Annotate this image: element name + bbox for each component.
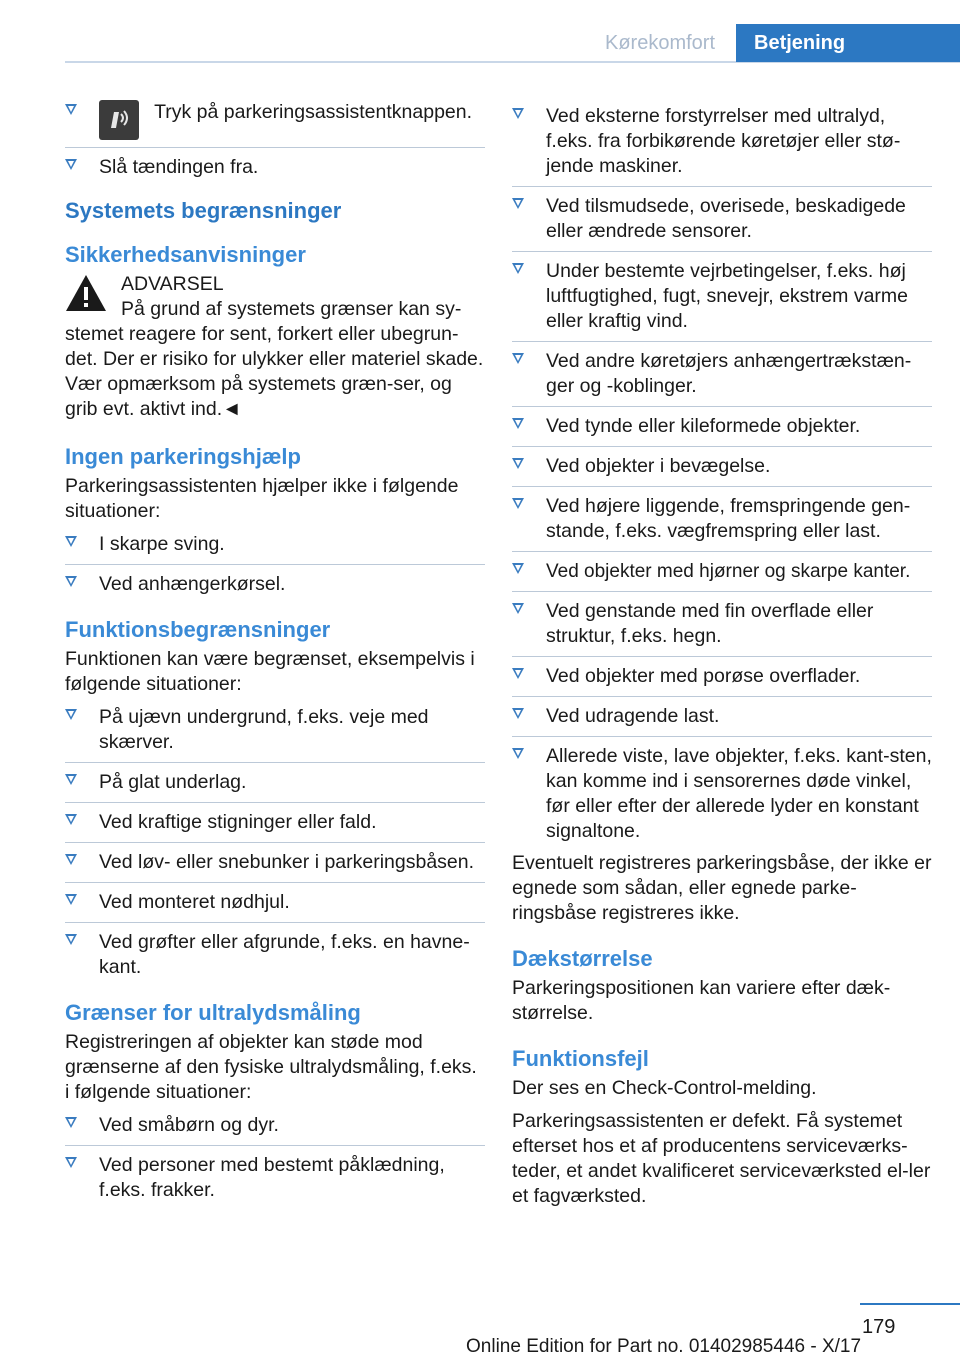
list-item-text: Ved monteret nødhjul. xyxy=(99,891,290,913)
subsection-heading: Grænser for ultralydsmåling xyxy=(65,1000,361,1025)
list-item-text: Ved anhængerkørsel. xyxy=(99,573,286,595)
bullet-triangle-icon xyxy=(512,198,524,209)
paragraph: Parkeringspositionen kan variere efter dæk-størrelse. xyxy=(512,977,891,1024)
bullet-triangle-icon xyxy=(65,894,77,905)
list-item xyxy=(65,890,485,915)
subsection-heading: Sikkerhedsanvisninger xyxy=(65,242,306,267)
bullet-triangle-icon xyxy=(65,814,77,825)
divider xyxy=(65,762,485,763)
header-chapter-tab[interactable]: Betjening xyxy=(736,24,960,62)
right-column xyxy=(512,104,932,1217)
list-item-text: Tryk på parkeringsassistentknappen. xyxy=(154,101,473,123)
bullet-triangle-icon xyxy=(65,536,77,547)
bullet-triangle-icon xyxy=(512,458,524,469)
bullet-triangle-icon xyxy=(512,708,524,719)
subsection-heading: Dækstørrelse xyxy=(512,946,653,971)
list-item-text: Ved tilsmudsede, overisede, beskadigede eller ændrede sensorer. xyxy=(546,195,906,242)
page-number: 179 xyxy=(862,1316,896,1338)
list-item-text: Ved højere liggende, fremspringende gen-stande, f.eks. vægfremspring eller last. xyxy=(546,495,911,542)
bullet-triangle-icon xyxy=(512,668,524,679)
divider xyxy=(512,551,932,552)
divider xyxy=(512,251,932,252)
list-item-text: Ved eksterne forstyrrelser med ultralyd, f.eks. fra forbikørende køretøjer eller stø-jende maskiner. xyxy=(546,105,901,177)
list-item-text: På ujævn undergrund, f.eks. veje med skærver. xyxy=(99,706,429,753)
divider xyxy=(512,736,932,737)
subsection-heading: Funktionsfejl xyxy=(512,1046,649,1071)
divider xyxy=(65,882,485,883)
list-item-text: Under bestemte vejrbetingelser, f.eks. høj luftfugtighed, fugt, snevejr, ekstrem varme eller kraftig vind. xyxy=(546,260,909,332)
divider xyxy=(512,406,932,407)
list-item xyxy=(512,664,932,689)
bullet-triangle-icon xyxy=(512,498,524,509)
list-item-text: Ved kraftige stigninger eller fald. xyxy=(99,811,377,833)
bullet-triangle-icon xyxy=(512,748,524,759)
bullet-triangle-icon xyxy=(65,934,77,945)
list-item xyxy=(512,194,932,244)
bullet-triangle-icon xyxy=(65,104,77,115)
bullet-triangle-icon xyxy=(512,563,524,574)
warning-title: ADVARSEL xyxy=(121,273,224,295)
list-item xyxy=(512,559,932,584)
footer-rule xyxy=(860,1303,960,1305)
divider xyxy=(512,186,932,187)
bullet-triangle-icon xyxy=(65,159,77,170)
bullet-triangle-icon xyxy=(512,108,524,119)
parking-assistant-button-icon xyxy=(99,100,139,140)
list-item xyxy=(512,454,932,479)
paragraph: Eventuelt registreres parkeringsbåse, der ikke er egnede som sådan, eller egnede parke-ringsbåse registreres ikke. xyxy=(512,852,932,924)
divider xyxy=(65,802,485,803)
bullet-triangle-icon xyxy=(512,263,524,274)
list-item xyxy=(65,930,485,980)
list-item-text: Ved løv- eller snebunker i parkeringsbåsen. xyxy=(99,851,475,873)
list-item xyxy=(512,494,932,544)
list-item-text: Ved objekter i bevægelse. xyxy=(546,455,771,477)
list-item xyxy=(65,1153,485,1203)
paragraph: Registreringen af objekter kan støde mod grænserne af den fysiske ultralydsmåling, f.eks. i følgende situationer: xyxy=(65,1031,477,1103)
list-item xyxy=(65,572,485,597)
section-heading: Systemets begrænsninger xyxy=(65,198,342,223)
divider xyxy=(512,486,932,487)
edition-footer: Online Edition for Part no. 01402985446 - X/17 xyxy=(466,1336,862,1357)
list-item xyxy=(65,100,485,140)
warning-text: På grund af systemets grænser kan sy-stemet reagere for sent, forkert eller ubegrun-det. Der er risiko for ulykker eller materiel skade. Vær opmærksom på systemets græn-ser, og grib evt. aktivt ind.◄ xyxy=(65,298,484,420)
list-item xyxy=(65,770,485,795)
list-item-text: Ved tynde eller kileformede objekter. xyxy=(546,415,861,437)
subsection-heading: Ingen parkeringshjælp xyxy=(65,444,301,469)
bullet-triangle-icon xyxy=(65,709,77,720)
list-item xyxy=(65,850,485,875)
list-item xyxy=(512,704,932,729)
list-item-text: På glat underlag. xyxy=(99,771,247,793)
list-item xyxy=(65,532,485,557)
list-item-text: Allerede viste, lave objekter, f.eks. kant-sten, kan komme ind i sensorernes døde vinkel, før eller efter der allerede lyder en konstant signaltone. xyxy=(546,745,932,842)
bullet-triangle-icon xyxy=(65,1157,77,1168)
warning-block xyxy=(65,272,485,422)
warning-triangle-icon xyxy=(65,274,107,312)
list-item xyxy=(65,810,485,835)
divider xyxy=(512,696,932,697)
bullet-triangle-icon xyxy=(65,576,77,587)
bullet-triangle-icon xyxy=(512,418,524,429)
list-item-text: Ved objekter med porøse overflader. xyxy=(546,665,861,687)
left-column xyxy=(65,100,485,1210)
divider xyxy=(65,147,485,148)
bullet-triangle-icon xyxy=(65,1117,77,1128)
list-item xyxy=(65,1113,485,1138)
divider xyxy=(512,591,932,592)
list-item xyxy=(512,349,932,399)
list-item-text: I skarpe sving. xyxy=(99,533,225,555)
divider xyxy=(65,564,485,565)
list-item xyxy=(512,599,932,649)
paragraph: Parkeringsassistenten er defekt. Få systemet efterset hos et af producentens serviceværks-teder, et andet kvalificeret serviceværksted el-ler et fagværksted. xyxy=(512,1110,931,1207)
bullet-triangle-icon xyxy=(65,854,77,865)
divider xyxy=(65,1145,485,1146)
list-item xyxy=(512,259,932,334)
list-item-text: Ved grøfter eller afgrunde, f.eks. en havne-kant. xyxy=(99,931,470,978)
list-item xyxy=(512,104,932,179)
subsection-heading: Funktionsbegrænsninger xyxy=(65,617,331,642)
list-item xyxy=(512,414,932,439)
header-section-tab[interactable]: Kørekomfort xyxy=(604,32,716,54)
divider xyxy=(512,656,932,657)
paragraph: Der ses en Check-Control-melding. xyxy=(512,1077,817,1099)
bullet-triangle-icon xyxy=(512,353,524,364)
list-item-text: Ved andre køretøjers anhængertrækstæn-ger og -koblinger. xyxy=(546,350,912,397)
list-item xyxy=(65,155,485,180)
divider xyxy=(512,341,932,342)
paragraph: Parkeringsassistenten hjælper ikke i følgende situationer: xyxy=(65,475,459,522)
divider xyxy=(65,842,485,843)
list-item xyxy=(512,744,932,844)
divider xyxy=(65,922,485,923)
list-item-text: Ved personer med bestemt påklædning, f.eks. frakker. xyxy=(99,1154,445,1201)
bullet-triangle-icon xyxy=(65,774,77,785)
list-item-text: Ved småbørn og dyr. xyxy=(99,1114,279,1136)
divider xyxy=(512,446,932,447)
paragraph: Funktionen kan være begrænset, eksempelvis i følgende situationer: xyxy=(65,648,475,695)
list-item xyxy=(65,705,485,755)
list-item-text: Slå tændingen fra. xyxy=(99,156,259,178)
list-item-text: Ved objekter med hjørner og skarpe kanter. xyxy=(546,561,911,582)
bullet-triangle-icon xyxy=(512,603,524,614)
list-item-text: Ved genstande med fin overflade eller struktur, f.eks. hegn. xyxy=(546,600,874,647)
list-item-text: Ved udragende last. xyxy=(546,705,720,727)
